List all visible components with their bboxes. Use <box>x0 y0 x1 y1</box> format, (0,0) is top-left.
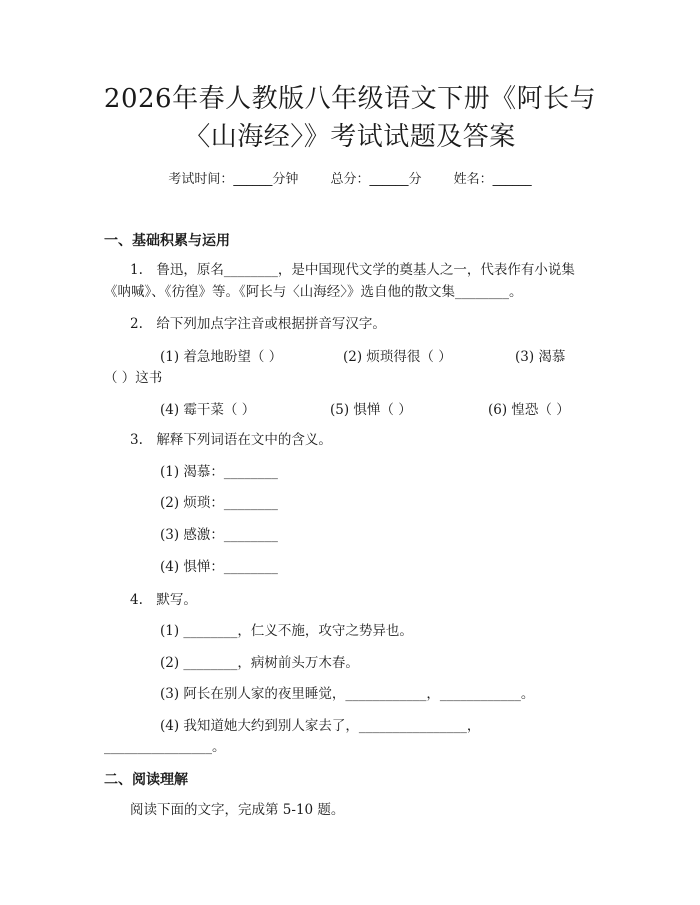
question-1-line-2: 《呐喊》、《彷徨》等。《阿长与〈山海经〉》选自他的散文集________。 <box>104 284 523 300</box>
section-heading-1: 一、基础积累与运用 <box>104 233 230 249</box>
question-2-option-3: (3) 渴慕 <box>515 349 566 365</box>
question-1-line-1: 1. 鲁迅，原名________，是中国现代文学的奠基人之一，代表作有小说集 <box>130 262 575 278</box>
question-4-item-4: (4) 我知道她大约到别人家去了，________________， <box>160 718 481 734</box>
question-3-item-2: (2) 烦琐：________ <box>160 495 278 511</box>
question-3-stem: 3. 解释下列词语在文中的含义。 <box>130 432 332 448</box>
section-heading-2: 二、阅读理解 <box>104 772 188 788</box>
question-2-option-5: (5) 惧惮（ ） <box>330 402 412 418</box>
title-line-2: 〈山海经〉》考试试题及答案 <box>184 122 516 152</box>
page-title <box>40 80 660 156</box>
student-name: 姓名：______ <box>453 172 532 187</box>
title-line-1: 2026年春人教版八年级语文下册《阿长与 <box>103 84 597 114</box>
exam-time: 考试时间：______分钟 <box>168 172 299 187</box>
question-4-item-1: (1) ________，仁义不施，攻守之势异也。 <box>160 623 413 639</box>
question-2-option-2: (2) 烦琐得很（ ） <box>343 349 452 365</box>
question-3-item-3: (3) 感激：________ <box>160 527 278 543</box>
question-2-stem: 2. 给下列加点字注音或根据拼音写汉字。 <box>130 316 386 332</box>
total-score: 总分：______分 <box>330 172 422 187</box>
question-2-option-3-continued: （ ）这书 <box>104 370 163 386</box>
question-4-item-4-continued: ________________。 <box>104 739 226 755</box>
reading-intro: 阅读下面的文字，完成第 5-10 题。 <box>130 802 345 818</box>
question-3-item-1: (1) 渴慕：________ <box>160 464 278 480</box>
question-4-stem: 4. 默写。 <box>130 592 197 608</box>
exam-meta <box>0 168 700 187</box>
question-2-option-4: (4) 霉干菜（ ） <box>160 402 256 418</box>
question-2-option-1: (1) 着急地盼望（ ） <box>160 349 283 365</box>
question-2-option-6: (6) 惶恐（ ） <box>488 402 570 418</box>
question-3-item-4: (4) 惧惮：________ <box>160 559 278 575</box>
question-4-item-2: (2) ________，病树前头万木春。 <box>160 655 359 671</box>
question-4-item-3: (3) 阿长在别人家的夜里睡觉，____________，____________。 <box>160 686 535 702</box>
